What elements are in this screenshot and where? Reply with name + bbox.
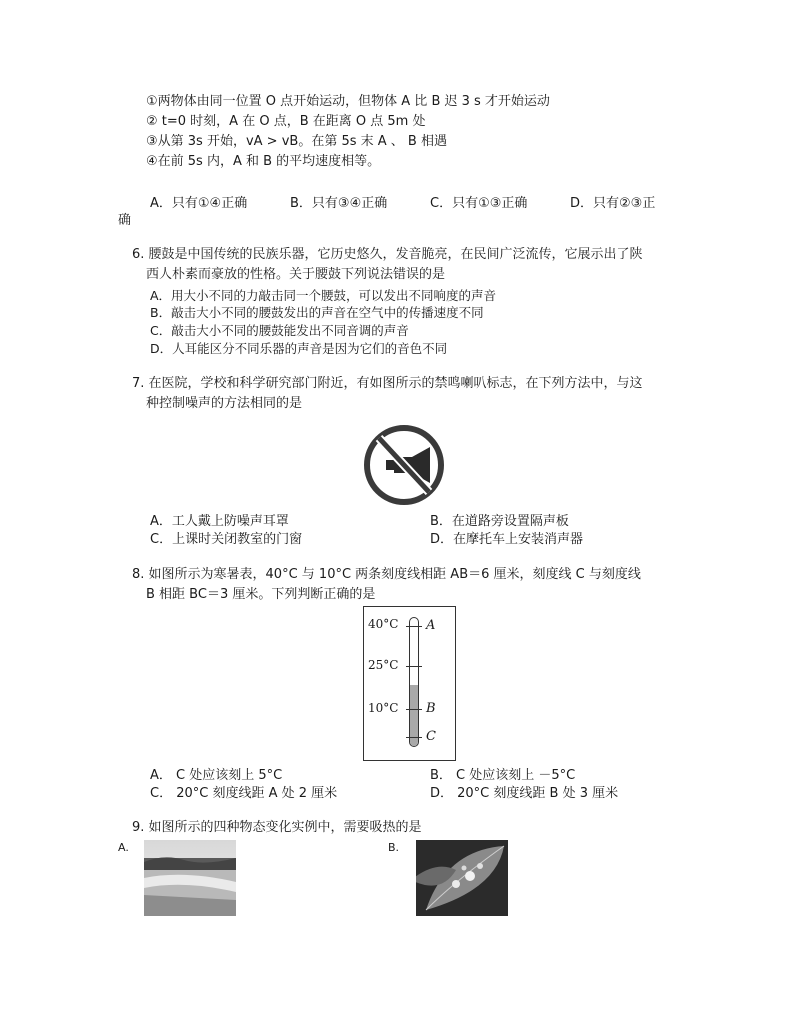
q5-option-d-wrap: 确 <box>118 213 132 228</box>
q7-option-a: A．工人戴上防噪声耳罩 <box>150 514 289 529</box>
label-25c: 25°C <box>368 658 399 672</box>
tick-a <box>406 626 422 627</box>
label-c: C <box>426 729 436 744</box>
frost-landscape-photo <box>144 840 236 916</box>
q9-label-a: A. <box>118 841 129 854</box>
q9-label-b: B. <box>388 841 400 854</box>
no-horn-sign-icon <box>364 420 444 510</box>
q5-option-d: D．只有②③正 <box>570 196 656 211</box>
label-10c: 10°C <box>368 701 399 715</box>
q7-option-c: C．上课时关闭教室的门窗 <box>150 532 303 547</box>
q8-option-b: B． C 处应该刻上 －5°C <box>430 768 576 783</box>
q7-option-b: B．在道路旁设置隔声板 <box>430 514 569 529</box>
q8-stem-line1: 8. 如图所示为寒暑表，40°C 与 10°C 两条刻度线相距 AB＝6 厘米，刻度线 C 与刻度线 <box>132 567 641 582</box>
q8-stem-line2: B 相距 BC＝3 厘米。下列判断正确的是 <box>146 587 376 602</box>
q6-option-b: B．敲击大小不同的腰鼓发出的声音在空气中的传播速度不同 <box>150 305 484 320</box>
q5-statement-4: ④在前 5s 内，A 和 B 的平均速度相等。 <box>146 154 381 169</box>
q5-statement-3: ③从第 3s 开始，vA > vB。在第 5s 末 A 、 B 相遇 <box>146 134 447 149</box>
q8-option-d: D． 20°C 刻度线距 B 处 3 厘米 <box>430 786 619 801</box>
q6-option-a: A．用大小不同的力敲击同一个腰鼓，可以发出不同响度的声音 <box>150 288 497 303</box>
q8-option-c: C． 20°C 刻度线距 A 处 2 厘米 <box>150 786 338 801</box>
q8-option-a: A． C 处应该刻上 5°C <box>150 768 283 783</box>
q5-option-a: A．只有①④正确 <box>150 196 248 211</box>
q6-stem-line1: 6. 腰鼓是中国传统的民族乐器，它历史悠久，发音脆亮，在民间广泛流传，它展示出了陕 <box>132 247 643 262</box>
label-a: A <box>426 618 436 633</box>
q7-stem-line2: 种控制噪声的方法相同的是 <box>146 396 303 411</box>
dew-leaf-photo <box>416 840 508 916</box>
label-40c: 40°C <box>368 617 399 631</box>
q5-option-c: C．只有①③正确 <box>430 196 528 211</box>
q6-stem-line2: 西人朴素而豪放的性格。关于腰鼓下列说法错误的是 <box>146 267 446 282</box>
q5-option-b: B．只有③④正确 <box>290 196 388 211</box>
q7-option-d: D．在摩托车上安装消声器 <box>430 532 584 547</box>
tick-b <box>406 709 422 710</box>
thermometer-figure <box>363 606 456 761</box>
q6-option-c: C．敲击大小不同的腰鼓能发出不同音调的声音 <box>150 323 409 338</box>
q6-option-d: D．人耳能区分不同乐器的声音是因为它们的音色不同 <box>150 341 448 356</box>
q7-stem-line1: 7. 在医院，学校和科学研究部门附近，有如图所示的禁鸣喇叭标志，在下列方法中，与这 <box>132 376 643 391</box>
q5-statement-2: ② t=0 时刻，A 在 O 点，B 在距离 O 点 5m 处 <box>146 114 426 129</box>
label-b: B <box>426 701 436 716</box>
q5-statement-1: ①两物体由同一位置 O 点开始运动，但物体 A 比 B 迟 3 s 才开始运动 <box>146 94 550 109</box>
q9-stem: 9. 如图所示的四种物态变化实例中，需要吸热的是 <box>132 820 422 835</box>
tick-c <box>406 737 422 738</box>
tick-25 <box>406 666 422 667</box>
